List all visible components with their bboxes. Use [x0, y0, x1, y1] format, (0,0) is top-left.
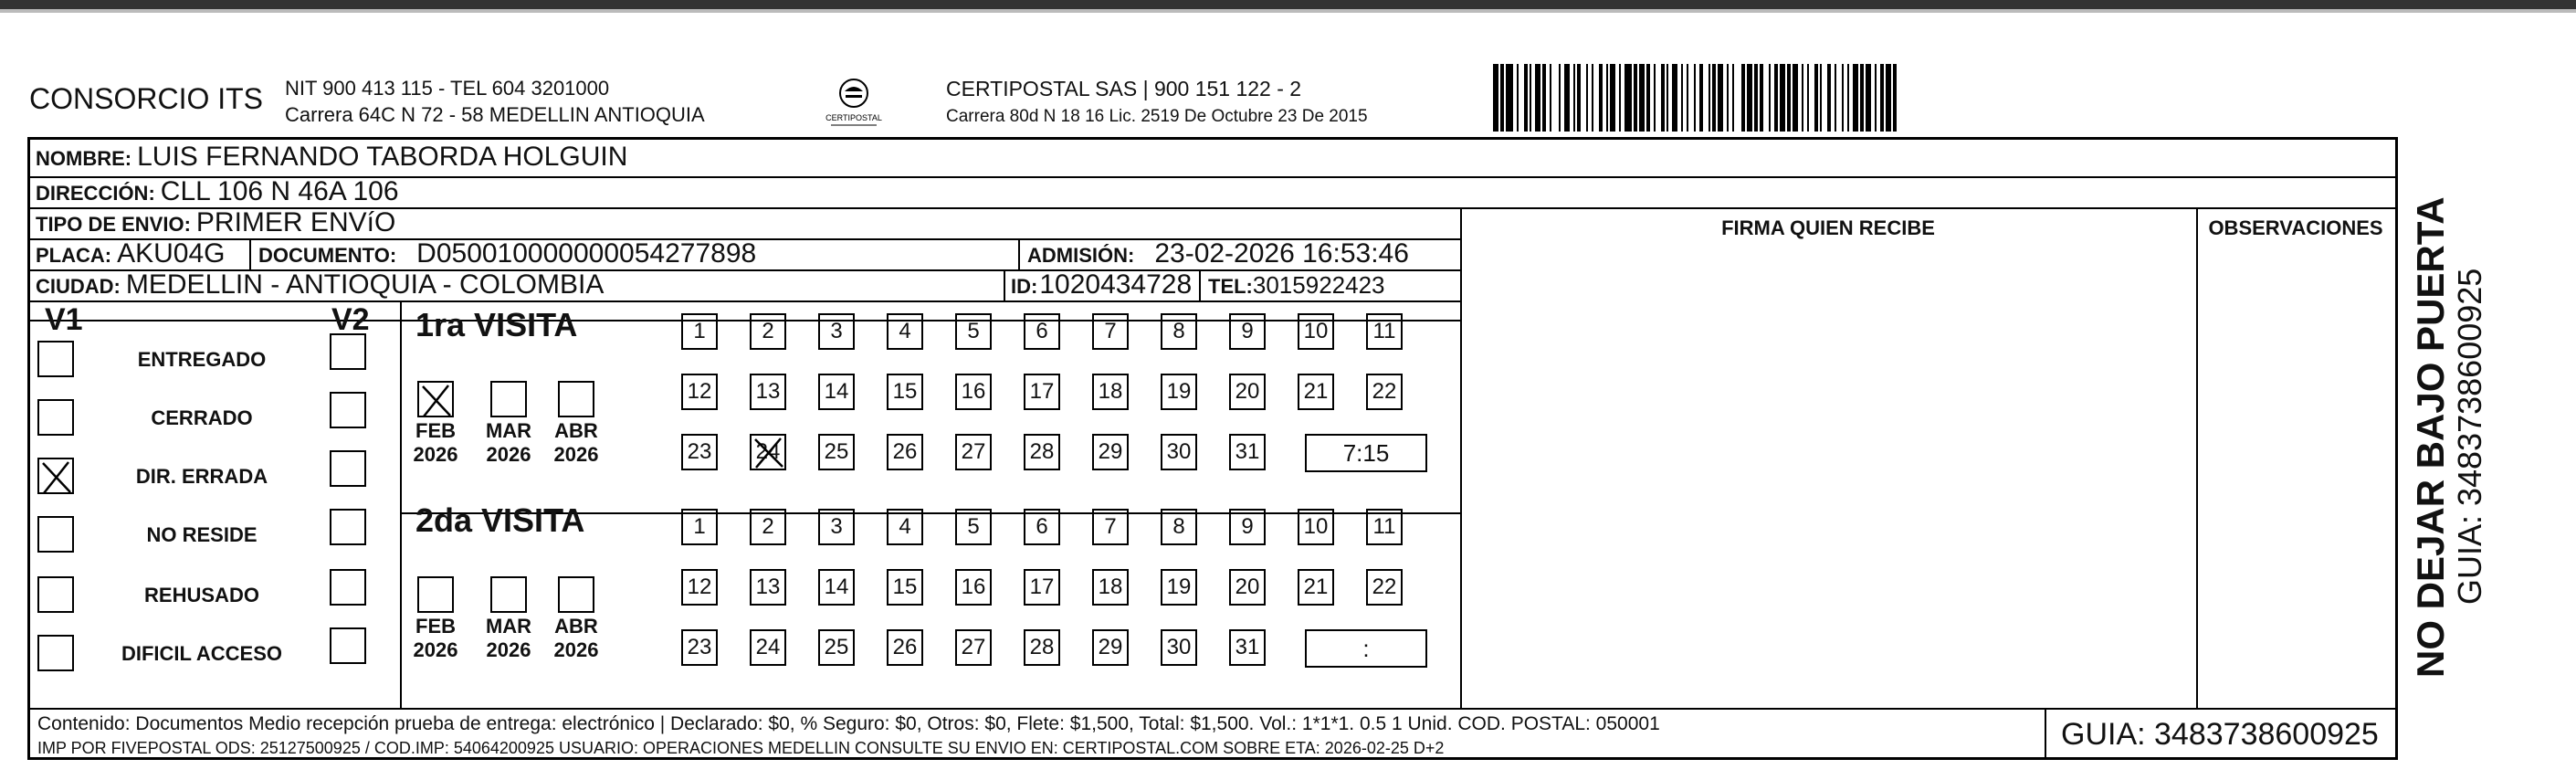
- visit-2-day-13[interactable]: 13: [750, 569, 786, 606]
- carrier-address: Carrera 80d N 18 16 Lic. 2519 De Octubre 23 De 2015: [946, 107, 1368, 126]
- visit-2-day-1[interactable]: 1: [681, 509, 718, 545]
- visit-2-day-5[interactable]: 5: [955, 509, 992, 545]
- placa-cell: [36, 238, 226, 269]
- logo-icon: [813, 73, 895, 128]
- visit-2-day-22[interactable]: 22: [1366, 569, 1403, 606]
- observaciones-label: OBSERVACIONES: [2208, 216, 2383, 239]
- placa-value: AKU04G: [117, 238, 226, 269]
- nombre-value: LUIS FERNANDO TABORDA HOLGUIN: [137, 142, 628, 172]
- visit-2-day-20[interactable]: 20: [1229, 569, 1266, 606]
- ciudad-cell: [36, 269, 604, 300]
- id-label: ID:: [1011, 275, 1038, 298]
- direccion-label: DIRECCIÓN:: [36, 182, 155, 205]
- visit-1-month-abr-checkbox[interactable]: [558, 381, 594, 417]
- documento-cell: [258, 238, 756, 269]
- footer-imp: IMP POR FIVEPOSTAL ODS: 25127500925 / COD.IMP: 54064200925 USUARIO: OPERACIONES MEDELLIN CONSULTE SU ENVIO EN: CERTIPOSTAL.COM SOBRE ETA: 2026-02-25 D+2: [37, 739, 1445, 757]
- visit-1-day-26[interactable]: 26: [887, 434, 923, 470]
- visit-1-day-30[interactable]: 30: [1161, 434, 1197, 470]
- visit-1-day-6[interactable]: 6: [1024, 313, 1060, 350]
- company-nit: NIT 900 413 115 - TEL 604 3201000: [285, 77, 610, 100]
- visit-1-month-label: FEB 2026: [413, 419, 458, 466]
- visit-1-day-17[interactable]: 17: [1024, 374, 1060, 410]
- delivery-form: [27, 137, 2398, 760]
- v1-checkbox-dir-errada[interactable]: [37, 458, 74, 494]
- v1-checkbox-cerrado[interactable]: [37, 399, 74, 436]
- visit-2-day-8[interactable]: 8: [1161, 509, 1197, 545]
- top-edge: [0, 0, 2576, 9]
- footer-content: Contenido: Documentos Medio recepción prueba de entrega: electrónico | Declarado: $0, % Seguro: $0, Otros: $0, Flete: $1,500, Total: $1,500. Vol.: 1*1*1. 0.5 1 Unid. COD. POSTAL: 050001: [37, 713, 1660, 734]
- visit-1-day-20[interactable]: 20: [1229, 374, 1266, 410]
- visit-2-day-21[interactable]: 21: [1298, 569, 1334, 606]
- visit-2-day-26[interactable]: 26: [887, 629, 923, 666]
- ciudad-value: MEDELLIN - ANTIOQUIA - COLOMBIA: [125, 269, 605, 300]
- v1-checkbox-no-reside[interactable]: [37, 516, 74, 553]
- v2-checkbox-no-reside[interactable]: [330, 509, 366, 545]
- visit-title-2: 2da VISITA: [415, 501, 585, 539]
- visit-1-day-31[interactable]: 31: [1229, 434, 1266, 470]
- visit-2-day-16[interactable]: 16: [955, 569, 992, 606]
- side-notice: NO DEJAR BAJO PUERTA: [2409, 196, 2452, 678]
- ciudad-label: CIUDAD:: [36, 275, 121, 298]
- visit-1-day-22[interactable]: 22: [1366, 374, 1403, 410]
- barcode-bar: [1734, 64, 1741, 132]
- visit-1-day-24[interactable]: 24: [750, 434, 786, 470]
- visit-2-day-30[interactable]: 30: [1161, 629, 1197, 666]
- visit-2-day-28[interactable]: 28: [1024, 629, 1060, 666]
- visit-1-day-29[interactable]: 29: [1092, 434, 1129, 470]
- visit-2-day-24[interactable]: 24: [750, 629, 786, 666]
- visit-2-month-abr-checkbox[interactable]: [558, 576, 594, 613]
- visit-2-day-18[interactable]: 18: [1092, 569, 1129, 606]
- visit-2-day-3[interactable]: 3: [818, 509, 855, 545]
- visit-2-day-10[interactable]: 10: [1298, 509, 1334, 545]
- handwritten-x-mark: [419, 383, 454, 419]
- v2-checkbox-dificil-acceso[interactable]: [330, 627, 366, 664]
- v2-checkbox-entregado[interactable]: [330, 333, 366, 370]
- visit-2-day-12[interactable]: 12: [681, 569, 718, 606]
- visit-2-month-label: ABR 2026: [553, 615, 599, 661]
- barcode: [1493, 64, 2224, 132]
- tel-value: 3015922423: [1252, 271, 1385, 299]
- visit-2-month-feb-checkbox[interactable]: [417, 576, 454, 613]
- firma-label: FIRMA QUIEN RECIBE: [1721, 216, 1935, 239]
- nombre-label: NOMBRE:: [36, 147, 132, 170]
- visit-2-day-11[interactable]: 11: [1366, 509, 1403, 545]
- barcode-bar: [1551, 64, 1559, 132]
- v2-checkbox-cerrado[interactable]: [330, 392, 366, 428]
- admision-label: ADMISIÓN:: [1027, 244, 1135, 267]
- direccion-row: [36, 176, 399, 207]
- visit-1-day-3[interactable]: 3: [818, 313, 855, 350]
- tel-label: TEL:: [1208, 275, 1253, 298]
- documento-label: DOCUMENTO:: [258, 244, 397, 267]
- id-cell: [1011, 269, 1192, 300]
- visit-1-day-11[interactable]: 11: [1366, 313, 1403, 350]
- visit-1-day-15[interactable]: 15: [887, 374, 923, 410]
- visit-1-day-23[interactable]: 23: [681, 434, 718, 470]
- barcode-bar: [1897, 64, 1898, 132]
- v2-checkbox-rehusado[interactable]: [330, 569, 366, 606]
- visit-1-day-19[interactable]: 19: [1161, 374, 1197, 410]
- visit-1-day-2[interactable]: 2: [750, 313, 786, 350]
- visit-2-day-17[interactable]: 17: [1024, 569, 1060, 606]
- visit-2-day-4[interactable]: 4: [887, 509, 923, 545]
- tipo-value: PRIMER ENVíO: [195, 207, 396, 237]
- logo-label: CERTIPOSTAL: [825, 113, 882, 122]
- visit-2-day-23[interactable]: 23: [681, 629, 718, 666]
- v1-checkbox-dificil-acceso[interactable]: [37, 635, 74, 671]
- visit-1-day-9[interactable]: 9: [1229, 313, 1266, 350]
- nombre-row: [36, 142, 627, 173]
- visit-1-day-21[interactable]: 21: [1298, 374, 1334, 410]
- status-label: CERRADO: [151, 406, 253, 429]
- visit-2-month-label: MAR 2026: [485, 615, 532, 661]
- status-label: DIR. ERRADA: [135, 465, 268, 488]
- visit-2-day-31[interactable]: 31: [1229, 629, 1266, 666]
- visit-1-day-27[interactable]: 27: [955, 434, 992, 470]
- status-label: REHUSADO: [144, 584, 259, 606]
- visit-2-month-label: FEB 2026: [413, 615, 458, 661]
- direccion-value: CLL 106 N 46A 106: [160, 176, 399, 206]
- visit-2-day-9[interactable]: 9: [1229, 509, 1266, 545]
- company-name: CONSORCIO ITS: [29, 82, 264, 115]
- visit-1-day-14[interactable]: 14: [818, 374, 855, 410]
- visit-2-day-15[interactable]: 15: [887, 569, 923, 606]
- v1-checkbox-entregado[interactable]: [37, 341, 74, 377]
- visit-1-day-25[interactable]: 25: [818, 434, 855, 470]
- documento-value: D050010000000054277898: [416, 238, 757, 269]
- v2-header: V2: [331, 302, 370, 337]
- visit-2-day-7[interactable]: 7: [1092, 509, 1129, 545]
- handwritten-x-mark: [752, 436, 786, 470]
- visit-1-day-18[interactable]: 18: [1092, 374, 1129, 410]
- v1-header: V1: [45, 302, 83, 337]
- visit-2-day-14[interactable]: 14: [818, 569, 855, 606]
- status-label: ENTREGADO: [137, 348, 267, 371]
- visit-1-day-8[interactable]: 8: [1161, 313, 1197, 350]
- company-address: Carrera 64C N 72 - 58 MEDELLIN ANTIOQUIA: [285, 103, 705, 126]
- visit-1-time-field[interactable]: 7:15: [1305, 434, 1427, 472]
- visit-1-day-13[interactable]: 13: [750, 374, 786, 410]
- status-label: NO RESIDE: [146, 523, 258, 546]
- visit-1-month-mar-checkbox[interactable]: [490, 381, 527, 417]
- visit-1-day-1[interactable]: 1: [681, 313, 718, 350]
- tipo-row: [36, 207, 395, 238]
- side-guia: GUIA: 3483738600925: [2451, 268, 2488, 605]
- visit-1-day-10[interactable]: 10: [1298, 313, 1334, 350]
- visit-1-day-16[interactable]: 16: [955, 374, 992, 410]
- visit-1-day-28[interactable]: 28: [1024, 434, 1060, 470]
- certipostal-logo: [813, 73, 895, 128]
- tipo-label: TIPO DE ENVIO:: [36, 213, 191, 236]
- visit-1-month-feb-checkbox[interactable]: [417, 381, 454, 417]
- visit-1-day-7[interactable]: 7: [1092, 313, 1129, 350]
- visit-1-day-5[interactable]: 5: [955, 313, 992, 350]
- v2-checkbox-dir-errada[interactable]: [330, 450, 366, 487]
- visit-title-1: 1ra VISITA: [415, 306, 578, 343]
- visit-2-day-19[interactable]: 19: [1161, 569, 1197, 606]
- visit-2-day-27[interactable]: 27: [955, 629, 992, 666]
- visit-1-month-label: ABR 2026: [553, 419, 599, 466]
- tel-cell: [1208, 271, 1385, 300]
- visit-2-time-field[interactable]: :: [1305, 629, 1427, 668]
- visit-2-day-2[interactable]: 2: [750, 509, 786, 545]
- footer-guia: GUIA: 3483738600925: [2061, 717, 2379, 752]
- visit-1-day-4[interactable]: 4: [887, 313, 923, 350]
- visit-2-month-mar-checkbox[interactable]: [490, 576, 527, 613]
- visit-2-day-25[interactable]: 25: [818, 629, 855, 666]
- top-edge-shadow: [0, 9, 2576, 13]
- visit-1-day-12[interactable]: 12: [681, 374, 718, 410]
- visit-2-day-29[interactable]: 29: [1092, 629, 1129, 666]
- admision-value: 23-02-2026 16:53:46: [1154, 238, 1409, 269]
- id-value: 1020434728: [1039, 269, 1193, 300]
- v1-checkbox-rehusado[interactable]: [37, 576, 74, 613]
- admision-cell: [1027, 238, 1409, 269]
- handwritten-x-mark: [39, 459, 74, 496]
- visit-2-day-6[interactable]: 6: [1024, 509, 1060, 545]
- placa-label: PLACA:: [36, 244, 112, 267]
- visit-1-month-label: MAR 2026: [485, 419, 532, 466]
- status-label: DIFICIL ACCESO: [121, 642, 282, 665]
- carrier-name: CERTIPOSTAL SAS | 900 151 122 - 2: [946, 77, 1302, 100]
- barcode-bar: [1624, 64, 1632, 132]
- barcode-bar: [1506, 64, 1513, 132]
